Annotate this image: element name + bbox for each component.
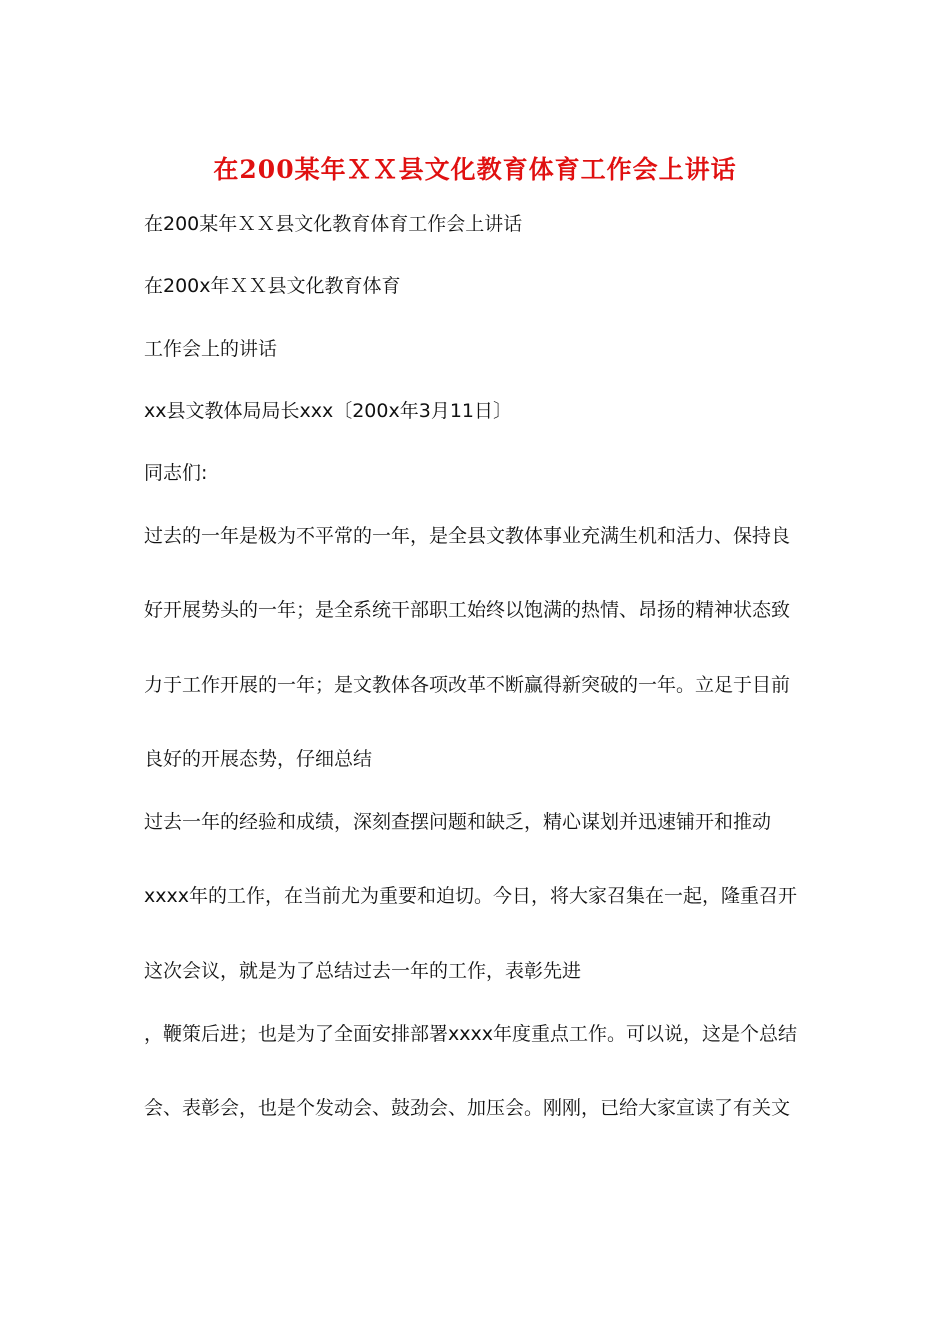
body-line: 过去一年的经验和成绩，深刻查摆问题和缺乏，精心谋划并迅速铺开和推动	[144, 811, 772, 833]
heading-line-1: 在200x年ＸＸ县文化教育体育	[144, 275, 401, 297]
body-line: 过去的一年是极为不平常的一年，是全县文教体事业充满生机和活力、保持良	[144, 525, 791, 547]
subtitle-line: 在200某年ＸＸ县文化教育体育工作会上讲话	[144, 213, 523, 235]
body-line: 力于工作开展的一年；是文教体各项改革不断赢得新突破的一年。立足于目前	[144, 674, 791, 696]
body-line: 良好的开展态势，仔细总结	[144, 748, 373, 770]
body-line: xxxx年的工作，在当前尤为重要和迫切。今日，将大家召集在一起，隆重召开	[144, 885, 797, 907]
body-line: 会、表彰会，也是个发动会、鼓劲会、加压会。刚刚，已给大家宣读了有关文	[144, 1097, 791, 1119]
document-title: 在200某年ＸＸ县文化教育体育工作会上讲话	[213, 155, 737, 184]
body-line: 好开展势头的一年；是全系统干部职工始终以饱满的热情、昂扬的精神状态致	[144, 599, 791, 621]
body-line: ，鞭策后进；也是为了全面安排部署xxxx年度重点工作。可以说，这是个总结	[144, 1023, 797, 1045]
body-line: 这次会议，就是为了总结过去一年的工作，表彰先进	[144, 960, 582, 982]
author-line: xx县文教体局局长xxx〔200x年3月11日〕	[144, 400, 512, 422]
heading-line-2: 工作会上的讲话	[144, 338, 278, 360]
salutation-line: 同志们:	[144, 462, 208, 484]
